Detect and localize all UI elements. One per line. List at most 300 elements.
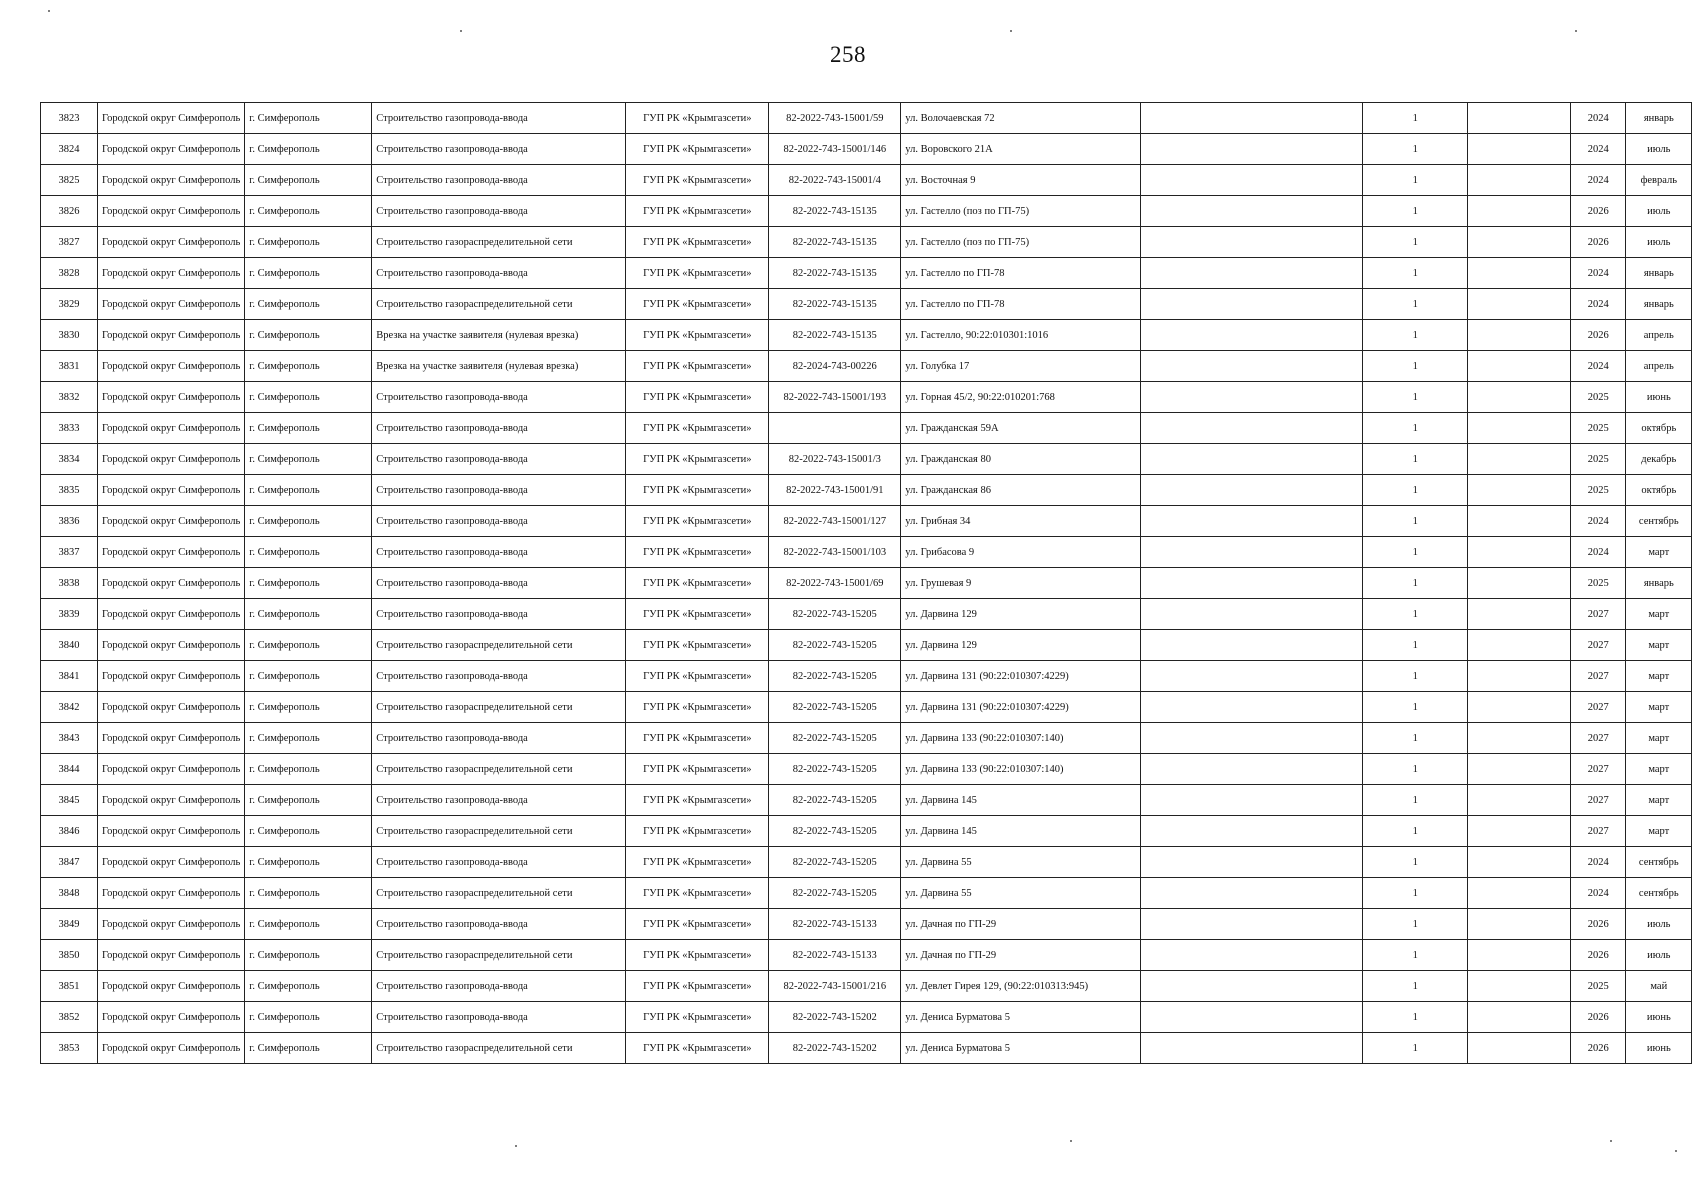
empty-cell bbox=[1468, 444, 1571, 475]
municipality-cell: Городской округ Симферополь bbox=[98, 940, 245, 971]
locality-cell: г. Симферополь bbox=[245, 940, 372, 971]
organization-cell: ГУП РК «Крымгазсети» bbox=[626, 444, 769, 475]
empty-cell bbox=[1141, 320, 1363, 351]
year-cell: 2024 bbox=[1571, 878, 1626, 909]
organization-cell: ГУП РК «Крымгазсети» bbox=[626, 630, 769, 661]
table-body bbox=[41, 103, 1692, 1064]
municipality-cell: Городской округ Симферополь bbox=[98, 320, 245, 351]
tech-conditions-cell: 82-2022-743-15001/4 bbox=[769, 165, 901, 196]
row-number: 3840 bbox=[41, 630, 98, 661]
municipality-cell: Городской округ Симферополь bbox=[98, 599, 245, 630]
municipality-cell: Городской округ Симферополь bbox=[98, 196, 245, 227]
address-cell: ул. Гастелло, 90:22:010301:1016 bbox=[901, 320, 1141, 351]
month-cell: декабрь bbox=[1626, 444, 1692, 475]
empty-cell bbox=[1468, 909, 1571, 940]
tech-conditions-cell bbox=[769, 413, 901, 444]
table-row bbox=[41, 289, 1692, 320]
address-cell: ул. Грушевая 9 bbox=[901, 568, 1141, 599]
empty-cell bbox=[1468, 382, 1571, 413]
month-cell: февраль bbox=[1626, 165, 1692, 196]
month-cell: июнь bbox=[1626, 1033, 1692, 1064]
tech-conditions-cell: 82-2022-743-15001/103 bbox=[769, 537, 901, 568]
row-number: 3834 bbox=[41, 444, 98, 475]
row-number: 3839 bbox=[41, 599, 98, 630]
locality-cell: г. Симферополь bbox=[245, 258, 372, 289]
organization-cell: ГУП РК «Крымгазсети» bbox=[626, 568, 769, 599]
empty-cell bbox=[1468, 475, 1571, 506]
table-row bbox=[41, 1033, 1692, 1064]
locality-cell: г. Симферополь bbox=[245, 599, 372, 630]
empty-cell bbox=[1468, 723, 1571, 754]
municipality-cell: Городской округ Симферополь bbox=[98, 103, 245, 134]
scan-speck bbox=[48, 10, 50, 12]
year-cell: 2025 bbox=[1571, 444, 1626, 475]
empty-cell bbox=[1141, 258, 1363, 289]
tech-conditions-cell: 82-2022-743-15205 bbox=[769, 723, 901, 754]
work-type-cell: Строительство газопровода-ввода bbox=[372, 258, 626, 289]
count-cell: 1 bbox=[1363, 816, 1468, 847]
empty-cell bbox=[1468, 351, 1571, 382]
empty-cell bbox=[1141, 382, 1363, 413]
organization-cell: ГУП РК «Крымгазсети» bbox=[626, 475, 769, 506]
municipality-cell: Городской округ Симферополь bbox=[98, 971, 245, 1002]
year-cell: 2027 bbox=[1571, 661, 1626, 692]
tech-conditions-cell: 82-2022-743-15001/3 bbox=[769, 444, 901, 475]
locality-cell: г. Симферополь bbox=[245, 289, 372, 320]
empty-cell bbox=[1468, 568, 1571, 599]
row-number: 3847 bbox=[41, 847, 98, 878]
locality-cell: г. Симферополь bbox=[245, 692, 372, 723]
address-cell: ул. Дениса Бурматова 5 bbox=[901, 1033, 1141, 1064]
municipality-cell: Городской округ Симферополь bbox=[98, 568, 245, 599]
empty-cell bbox=[1468, 661, 1571, 692]
locality-cell: г. Симферополь bbox=[245, 630, 372, 661]
year-cell: 2026 bbox=[1571, 196, 1626, 227]
work-type-cell: Строительство газораспределительной сети bbox=[372, 227, 626, 258]
address-cell: ул. Дарвина 131 (90:22:010307:4229) bbox=[901, 661, 1141, 692]
table-row bbox=[41, 196, 1692, 227]
month-cell: январь bbox=[1626, 103, 1692, 134]
work-type-cell: Строительство газопровода-ввода bbox=[372, 599, 626, 630]
row-number: 3844 bbox=[41, 754, 98, 785]
empty-cell bbox=[1141, 878, 1363, 909]
organization-cell: ГУП РК «Крымгазсети» bbox=[626, 103, 769, 134]
month-cell: март bbox=[1626, 692, 1692, 723]
work-type-cell: Врезка на участке заявителя (нулевая врезка) bbox=[372, 351, 626, 382]
count-cell: 1 bbox=[1363, 599, 1468, 630]
year-cell: 2025 bbox=[1571, 475, 1626, 506]
year-cell: 2024 bbox=[1571, 506, 1626, 537]
year-cell: 2025 bbox=[1571, 382, 1626, 413]
work-type-cell: Строительство газопровода-ввода bbox=[372, 444, 626, 475]
month-cell: январь bbox=[1626, 568, 1692, 599]
empty-cell bbox=[1468, 599, 1571, 630]
year-cell: 2025 bbox=[1571, 413, 1626, 444]
row-number: 3850 bbox=[41, 940, 98, 971]
municipality-cell: Городской округ Симферополь bbox=[98, 692, 245, 723]
table-row bbox=[41, 909, 1692, 940]
year-cell: 2024 bbox=[1571, 258, 1626, 289]
row-number: 3836 bbox=[41, 506, 98, 537]
organization-cell: ГУП РК «Крымгазсети» bbox=[626, 134, 769, 165]
empty-cell bbox=[1468, 1033, 1571, 1064]
organization-cell: ГУП РК «Крымгазсети» bbox=[626, 165, 769, 196]
locality-cell: г. Симферополь bbox=[245, 320, 372, 351]
table-row bbox=[41, 1002, 1692, 1033]
municipality-cell: Городской округ Симферополь bbox=[98, 630, 245, 661]
tech-conditions-cell: 82-2022-743-15205 bbox=[769, 847, 901, 878]
empty-cell bbox=[1141, 847, 1363, 878]
scan-speck bbox=[1575, 30, 1577, 32]
work-type-cell: Строительство газопровода-ввода bbox=[372, 723, 626, 754]
count-cell: 1 bbox=[1363, 134, 1468, 165]
table-row bbox=[41, 413, 1692, 444]
month-cell: январь bbox=[1626, 258, 1692, 289]
table-row bbox=[41, 971, 1692, 1002]
empty-cell bbox=[1141, 599, 1363, 630]
locality-cell: г. Симферополь bbox=[245, 506, 372, 537]
count-cell: 1 bbox=[1363, 258, 1468, 289]
address-cell: ул. Восточная 9 bbox=[901, 165, 1141, 196]
row-number: 3837 bbox=[41, 537, 98, 568]
row-number: 3832 bbox=[41, 382, 98, 413]
address-cell: ул. Дарвина 133 (90:22:010307:140) bbox=[901, 723, 1141, 754]
empty-cell bbox=[1141, 1002, 1363, 1033]
table-row bbox=[41, 847, 1692, 878]
month-cell: март bbox=[1626, 785, 1692, 816]
year-cell: 2025 bbox=[1571, 971, 1626, 1002]
work-type-cell: Врезка на участке заявителя (нулевая врезка) bbox=[372, 320, 626, 351]
locality-cell: г. Симферополь bbox=[245, 382, 372, 413]
address-cell: ул. Дарвина 55 bbox=[901, 847, 1141, 878]
municipality-cell: Городской округ Симферополь bbox=[98, 723, 245, 754]
count-cell: 1 bbox=[1363, 878, 1468, 909]
row-number: 3849 bbox=[41, 909, 98, 940]
address-cell: ул. Дарвина 133 (90:22:010307:140) bbox=[901, 754, 1141, 785]
work-type-cell: Строительство газопровода-ввода bbox=[372, 134, 626, 165]
organization-cell: ГУП РК «Крымгазсети» bbox=[626, 537, 769, 568]
empty-cell bbox=[1141, 723, 1363, 754]
work-type-cell: Строительство газопровода-ввода bbox=[372, 568, 626, 599]
count-cell: 1 bbox=[1363, 196, 1468, 227]
empty-cell bbox=[1468, 537, 1571, 568]
empty-cell bbox=[1141, 444, 1363, 475]
scan-speck bbox=[1070, 1140, 1072, 1142]
address-cell: ул. Гражданская 59А bbox=[901, 413, 1141, 444]
locality-cell: г. Симферополь bbox=[245, 475, 372, 506]
address-cell: ул. Грибная 34 bbox=[901, 506, 1141, 537]
work-type-cell: Строительство газопровода-ввода bbox=[372, 103, 626, 134]
municipality-cell: Городской округ Симферополь bbox=[98, 475, 245, 506]
organization-cell: ГУП РК «Крымгазсети» bbox=[626, 723, 769, 754]
municipality-cell: Городской округ Симферополь bbox=[98, 227, 245, 258]
month-cell: сентябрь bbox=[1626, 847, 1692, 878]
empty-cell bbox=[1141, 630, 1363, 661]
row-number: 3826 bbox=[41, 196, 98, 227]
address-cell: ул. Дарвина 55 bbox=[901, 878, 1141, 909]
address-cell: ул. Грибасова 9 bbox=[901, 537, 1141, 568]
page-number: 258 bbox=[830, 42, 866, 67]
table-row bbox=[41, 754, 1692, 785]
empty-cell bbox=[1141, 1033, 1363, 1064]
month-cell: март bbox=[1626, 661, 1692, 692]
empty-cell bbox=[1141, 413, 1363, 444]
year-cell: 2025 bbox=[1571, 568, 1626, 599]
address-cell: ул. Гастелло по ГП-78 bbox=[901, 289, 1141, 320]
scan-speck bbox=[460, 30, 462, 32]
organization-cell: ГУП РК «Крымгазсети» bbox=[626, 382, 769, 413]
row-number: 3838 bbox=[41, 568, 98, 599]
work-type-cell: Строительство газораспределительной сети bbox=[372, 630, 626, 661]
address-cell: ул. Гражданская 86 bbox=[901, 475, 1141, 506]
address-cell: ул. Дарвина 129 bbox=[901, 630, 1141, 661]
scan-speck bbox=[1675, 1150, 1677, 1152]
row-number: 3851 bbox=[41, 971, 98, 1002]
locality-cell: г. Симферополь bbox=[245, 878, 372, 909]
row-number: 3842 bbox=[41, 692, 98, 723]
table-row bbox=[41, 630, 1692, 661]
year-cell: 2024 bbox=[1571, 351, 1626, 382]
address-cell: ул. Дарвина 145 bbox=[901, 785, 1141, 816]
municipality-cell: Городской округ Симферополь bbox=[98, 289, 245, 320]
row-number: 3833 bbox=[41, 413, 98, 444]
organization-cell: ГУП РК «Крымгазсети» bbox=[626, 940, 769, 971]
count-cell: 1 bbox=[1363, 971, 1468, 1002]
row-number: 3845 bbox=[41, 785, 98, 816]
tech-conditions-cell: 82-2022-743-15205 bbox=[769, 878, 901, 909]
work-type-cell: Строительство газораспределительной сети bbox=[372, 816, 626, 847]
empty-cell bbox=[1141, 165, 1363, 196]
table-row bbox=[41, 351, 1692, 382]
work-type-cell: Строительство газопровода-ввода bbox=[372, 506, 626, 537]
tech-conditions-cell: 82-2022-743-15133 bbox=[769, 909, 901, 940]
empty-cell bbox=[1468, 289, 1571, 320]
row-number: 3824 bbox=[41, 134, 98, 165]
count-cell: 1 bbox=[1363, 630, 1468, 661]
empty-cell bbox=[1141, 940, 1363, 971]
work-type-cell: Строительство газопровода-ввода bbox=[372, 165, 626, 196]
address-cell: ул. Дачная по ГП-29 bbox=[901, 909, 1141, 940]
address-cell: ул. Дениса Бурматова 5 bbox=[901, 1002, 1141, 1033]
empty-cell bbox=[1468, 847, 1571, 878]
count-cell: 1 bbox=[1363, 909, 1468, 940]
count-cell: 1 bbox=[1363, 351, 1468, 382]
empty-cell bbox=[1468, 413, 1571, 444]
tech-conditions-cell: 82-2022-743-15001/59 bbox=[769, 103, 901, 134]
count-cell: 1 bbox=[1363, 661, 1468, 692]
month-cell: январь bbox=[1626, 289, 1692, 320]
scan-speck bbox=[515, 1145, 517, 1147]
month-cell: июль bbox=[1626, 196, 1692, 227]
work-type-cell: Строительство газопровода-ввода bbox=[372, 537, 626, 568]
year-cell: 2027 bbox=[1571, 599, 1626, 630]
municipality-cell: Городской округ Симферополь bbox=[98, 444, 245, 475]
work-type-cell: Строительство газопровода-ввода bbox=[372, 971, 626, 1002]
month-cell: май bbox=[1626, 971, 1692, 1002]
empty-cell bbox=[1141, 103, 1363, 134]
work-type-cell: Строительство газопровода-ввода bbox=[372, 475, 626, 506]
count-cell: 1 bbox=[1363, 537, 1468, 568]
tech-conditions-cell: 82-2022-743-15205 bbox=[769, 599, 901, 630]
empty-cell bbox=[1468, 134, 1571, 165]
tech-conditions-cell: 82-2022-743-15135 bbox=[769, 258, 901, 289]
count-cell: 1 bbox=[1363, 103, 1468, 134]
table-row bbox=[41, 258, 1692, 289]
work-type-cell: Строительство газораспределительной сети bbox=[372, 754, 626, 785]
table-row bbox=[41, 692, 1692, 723]
locality-cell: г. Симферополь bbox=[245, 847, 372, 878]
empty-cell bbox=[1141, 227, 1363, 258]
locality-cell: г. Симферополь bbox=[245, 444, 372, 475]
month-cell: октябрь bbox=[1626, 475, 1692, 506]
locality-cell: г. Симферополь bbox=[245, 196, 372, 227]
empty-cell bbox=[1468, 630, 1571, 661]
month-cell: апрель bbox=[1626, 320, 1692, 351]
organization-cell: ГУП РК «Крымгазсети» bbox=[626, 878, 769, 909]
address-cell: ул. Горная 45/2, 90:22:010201:768 bbox=[901, 382, 1141, 413]
municipality-cell: Городской округ Симферополь bbox=[98, 754, 245, 785]
table-row bbox=[41, 382, 1692, 413]
table-row bbox=[41, 785, 1692, 816]
year-cell: 2026 bbox=[1571, 227, 1626, 258]
empty-cell bbox=[1141, 351, 1363, 382]
locality-cell: г. Симферополь bbox=[245, 754, 372, 785]
month-cell: июнь bbox=[1626, 382, 1692, 413]
row-number: 3825 bbox=[41, 165, 98, 196]
organization-cell: ГУП РК «Крымгазсети» bbox=[626, 847, 769, 878]
locality-cell: г. Симферополь bbox=[245, 816, 372, 847]
empty-cell bbox=[1468, 320, 1571, 351]
count-cell: 1 bbox=[1363, 444, 1468, 475]
count-cell: 1 bbox=[1363, 413, 1468, 444]
work-type-cell: Строительство газопровода-ввода bbox=[372, 196, 626, 227]
locality-cell: г. Симферополь bbox=[245, 785, 372, 816]
table-row bbox=[41, 227, 1692, 258]
count-cell: 1 bbox=[1363, 289, 1468, 320]
month-cell: март bbox=[1626, 816, 1692, 847]
organization-cell: ГУП РК «Крымгазсети» bbox=[626, 599, 769, 630]
year-cell: 2027 bbox=[1571, 630, 1626, 661]
month-cell: июль bbox=[1626, 134, 1692, 165]
gasification-register-table bbox=[40, 102, 1692, 1064]
tech-conditions-cell: 82-2022-743-15001/91 bbox=[769, 475, 901, 506]
tech-conditions-cell: 82-2024-743-00226 bbox=[769, 351, 901, 382]
tech-conditions-cell: 82-2022-743-15135 bbox=[769, 227, 901, 258]
empty-cell bbox=[1468, 754, 1571, 785]
organization-cell: ГУП РК «Крымгазсети» bbox=[626, 754, 769, 785]
organization-cell: ГУП РК «Крымгазсети» bbox=[626, 258, 769, 289]
address-cell: ул. Гражданская 80 bbox=[901, 444, 1141, 475]
locality-cell: г. Симферополь bbox=[245, 661, 372, 692]
address-cell: ул. Дарвина 145 bbox=[901, 816, 1141, 847]
year-cell: 2027 bbox=[1571, 785, 1626, 816]
work-type-cell: Строительство газопровода-ввода bbox=[372, 413, 626, 444]
row-number: 3827 bbox=[41, 227, 98, 258]
municipality-cell: Городской округ Симферополь bbox=[98, 382, 245, 413]
work-type-cell: Строительство газораспределительной сети bbox=[372, 692, 626, 723]
work-type-cell: Строительство газораспределительной сети bbox=[372, 878, 626, 909]
tech-conditions-cell: 82-2022-743-15001/69 bbox=[769, 568, 901, 599]
year-cell: 2024 bbox=[1571, 103, 1626, 134]
count-cell: 1 bbox=[1363, 227, 1468, 258]
table-row bbox=[41, 661, 1692, 692]
table-row bbox=[41, 940, 1692, 971]
table-row bbox=[41, 537, 1692, 568]
year-cell: 2027 bbox=[1571, 816, 1626, 847]
table-row bbox=[41, 165, 1692, 196]
empty-cell bbox=[1141, 909, 1363, 940]
row-number: 3835 bbox=[41, 475, 98, 506]
row-number: 3828 bbox=[41, 258, 98, 289]
row-number: 3846 bbox=[41, 816, 98, 847]
empty-cell bbox=[1468, 506, 1571, 537]
tech-conditions-cell: 82-2022-743-15133 bbox=[769, 940, 901, 971]
empty-cell bbox=[1141, 506, 1363, 537]
year-cell: 2027 bbox=[1571, 692, 1626, 723]
organization-cell: ГУП РК «Крымгазсети» bbox=[626, 227, 769, 258]
locality-cell: г. Симферополь bbox=[245, 351, 372, 382]
tech-conditions-cell: 82-2022-743-15205 bbox=[769, 816, 901, 847]
row-number: 3852 bbox=[41, 1002, 98, 1033]
year-cell: 2024 bbox=[1571, 537, 1626, 568]
work-type-cell: Строительство газопровода-ввода bbox=[372, 1002, 626, 1033]
table-row bbox=[41, 599, 1692, 630]
year-cell: 2026 bbox=[1571, 320, 1626, 351]
month-cell: апрель bbox=[1626, 351, 1692, 382]
work-type-cell: Строительство газораспределительной сети bbox=[372, 289, 626, 320]
table-row bbox=[41, 103, 1692, 134]
address-cell: ул. Гастелло (поз по ГП-75) bbox=[901, 227, 1141, 258]
tech-conditions-cell: 82-2022-743-15001/127 bbox=[769, 506, 901, 537]
count-cell: 1 bbox=[1363, 506, 1468, 537]
empty-cell bbox=[1141, 971, 1363, 1002]
empty-cell bbox=[1468, 227, 1571, 258]
work-type-cell: Строительство газопровода-ввода bbox=[372, 785, 626, 816]
count-cell: 1 bbox=[1363, 692, 1468, 723]
organization-cell: ГУП РК «Крымгазсети» bbox=[626, 909, 769, 940]
month-cell: июль bbox=[1626, 940, 1692, 971]
empty-cell bbox=[1468, 785, 1571, 816]
empty-cell bbox=[1468, 1002, 1571, 1033]
municipality-cell: Городской округ Симферополь bbox=[98, 878, 245, 909]
organization-cell: ГУП РК «Крымгазсети» bbox=[626, 196, 769, 227]
municipality-cell: Городской округ Симферополь bbox=[98, 661, 245, 692]
empty-cell bbox=[1141, 196, 1363, 227]
organization-cell: ГУП РК «Крымгазсети» bbox=[626, 413, 769, 444]
locality-cell: г. Симферополь bbox=[245, 134, 372, 165]
tech-conditions-cell: 82-2022-743-15001/146 bbox=[769, 134, 901, 165]
empty-cell bbox=[1468, 258, 1571, 289]
address-cell: ул. Дарвина 131 (90:22:010307:4229) bbox=[901, 692, 1141, 723]
empty-cell bbox=[1141, 785, 1363, 816]
locality-cell: г. Симферополь bbox=[245, 537, 372, 568]
table-row bbox=[41, 816, 1692, 847]
municipality-cell: Городской округ Симферополь bbox=[98, 847, 245, 878]
row-number: 3830 bbox=[41, 320, 98, 351]
organization-cell: ГУП РК «Крымгазсети» bbox=[626, 971, 769, 1002]
year-cell: 2026 bbox=[1571, 1033, 1626, 1064]
empty-cell bbox=[1468, 165, 1571, 196]
organization-cell: ГУП РК «Крымгазсети» bbox=[626, 1033, 769, 1064]
count-cell: 1 bbox=[1363, 754, 1468, 785]
empty-cell bbox=[1468, 878, 1571, 909]
organization-cell: ГУП РК «Крымгазсети» bbox=[626, 661, 769, 692]
empty-cell bbox=[1141, 661, 1363, 692]
address-cell: ул. Дачная по ГП-29 bbox=[901, 940, 1141, 971]
tech-conditions-cell: 82-2022-743-15205 bbox=[769, 754, 901, 785]
work-type-cell: Строительство газопровода-ввода bbox=[372, 661, 626, 692]
tech-conditions-cell: 82-2022-743-15205 bbox=[769, 630, 901, 661]
